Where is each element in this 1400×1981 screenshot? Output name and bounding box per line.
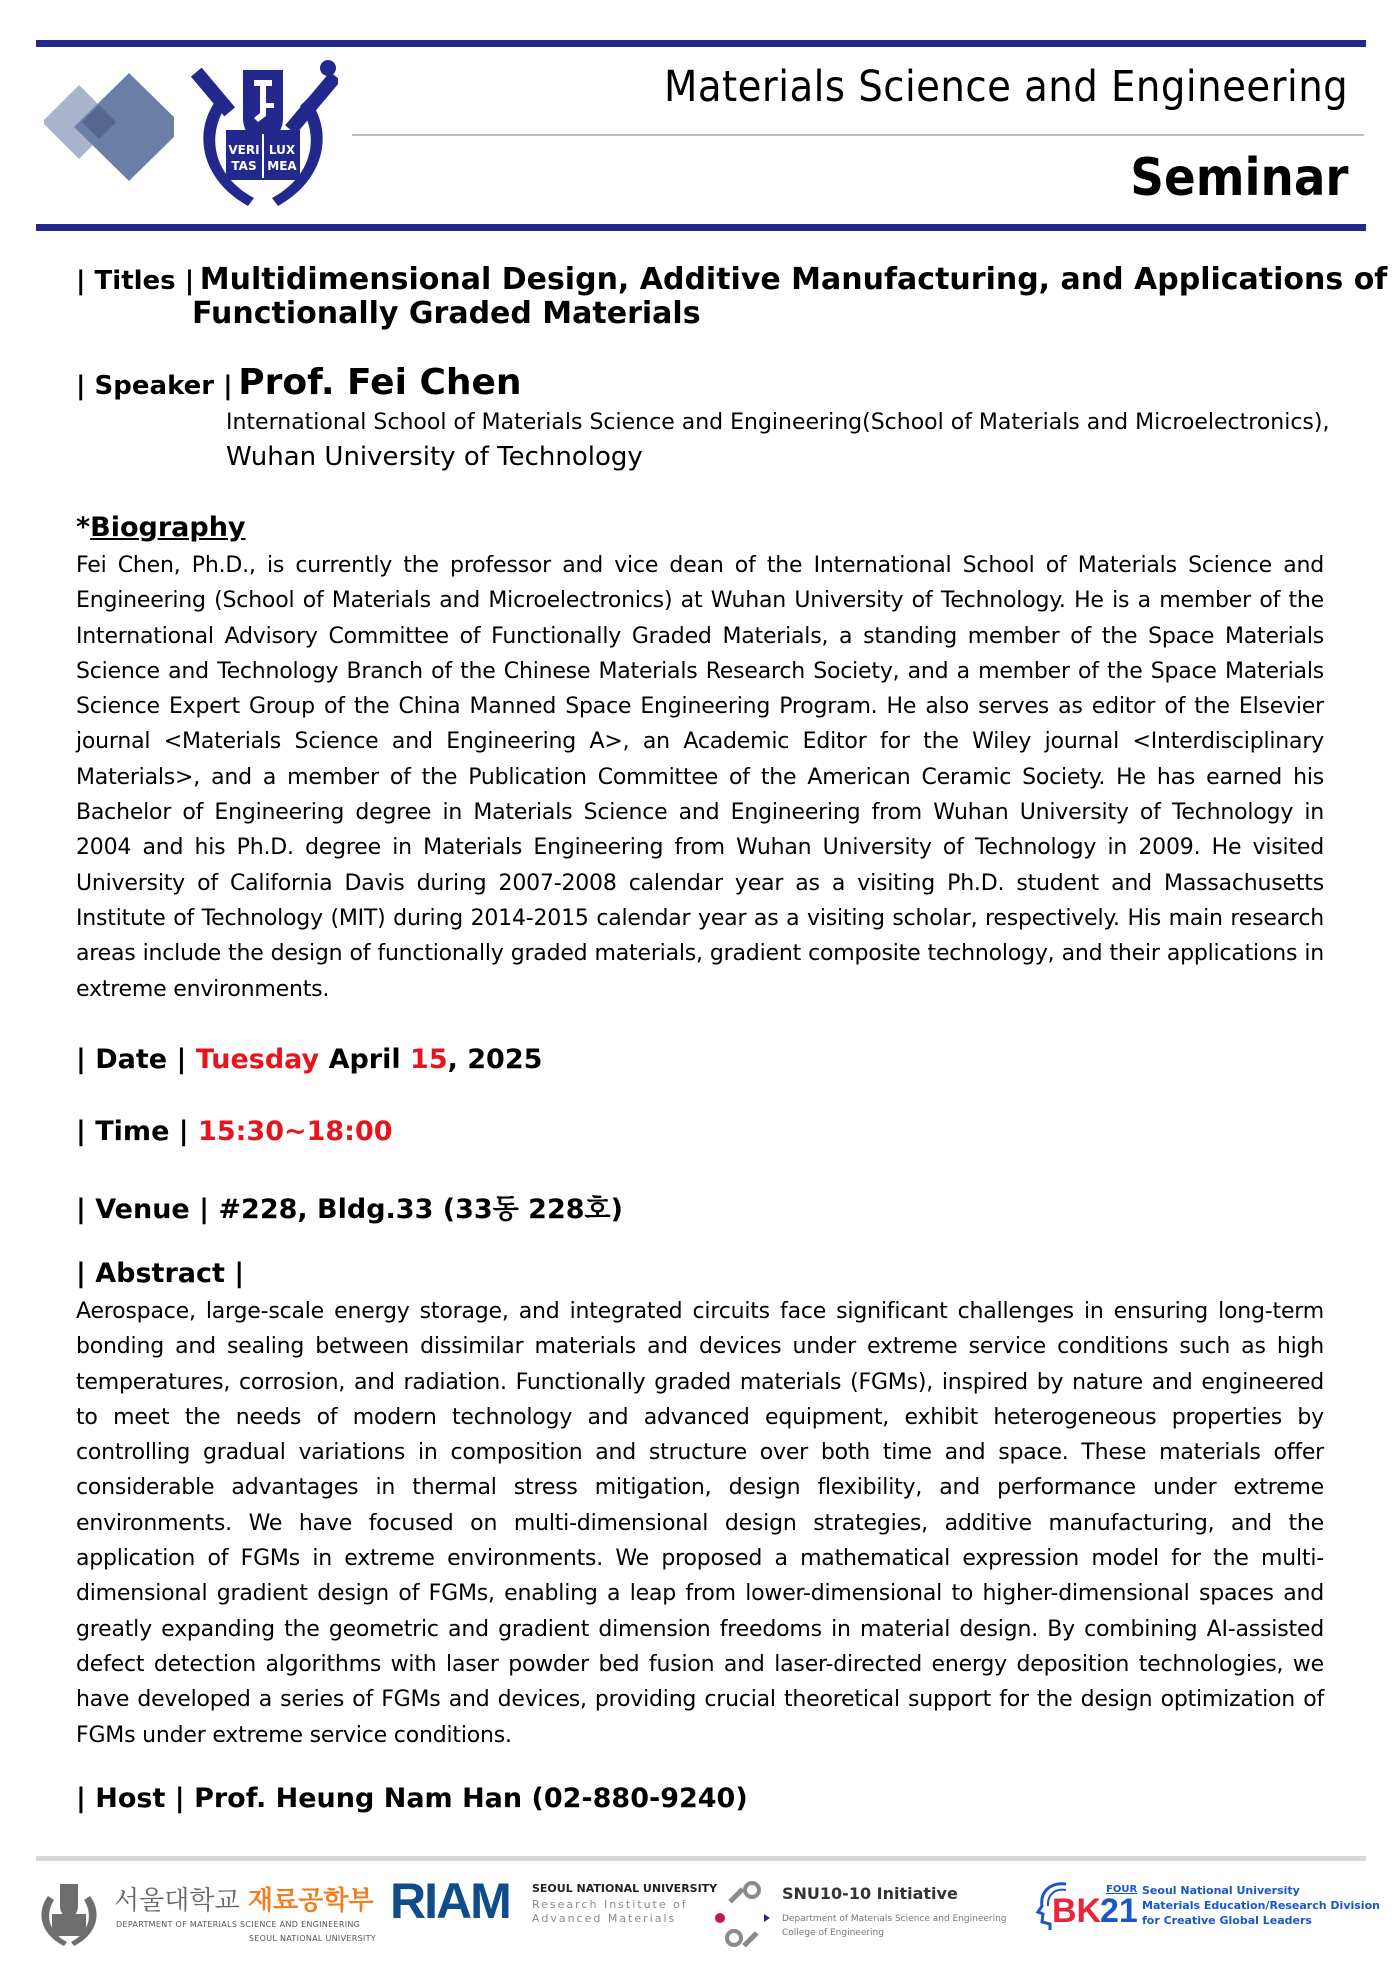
crest-text-lux: LUX [268,143,296,157]
titles-section [76,262,1387,297]
snu-crest-logo-icon [188,58,338,213]
decorative-diamonds-icon [44,65,174,185]
crest-text-veri: VERI [228,143,260,157]
riam-line2: Research Institute of [532,1898,688,1911]
speaker-section [76,362,522,403]
abstract-text: Aerospace, large-scale energy storage, and integrated circuits face significant challenges in ensuring long-term bonding and sealing between dissimilar materials and devices under extreme service conditions such as high temperatures, corrosion, and radiation. Functionally graded materials (FGMs), inspired by nature and engineered to meet the needs of modern technology and advanced equipment, exhibit heterogeneous properties by controlling gradual variations in composition and structure over both time and space. These materials offer considerable advantages in thermal stress mitigation, design flexibility, and performance under extreme environments. We have focused on multi-dimensional design strategies, additive manufacturing, and the application of FGMs in extreme environments. We proposed a mathematical expression model for the multi-dimensional gradient design of FGMs, enabling a leap from lower-dimensional to higher-dimensional spaces and greatly expanding the geometric and gradient dimension freedoms in material design. By combining AI-assisted defect detection algorithms with laser powder bed fusion and laser-directed energy deposition technologies, we have developed a series of FGMs and devices, providing crucial theoretical support for the design optimization of FGMs under extreme service conditions. [76,1299,1324,1748]
venue-row [76,1187,623,1226]
header-bottom-bar [36,224,1366,231]
bk21-line2: Materials Education/Research Division [1142,1899,1380,1912]
titles-label: | Titles | [76,266,195,296]
bk21-bk: BK [1052,1892,1102,1930]
date-row [76,1044,542,1075]
snu-korean-dept: 재료공학부 [247,1886,374,1916]
date-month: April [328,1044,401,1075]
crest-text-mea: MEA [267,159,297,173]
biography-heading [76,512,246,543]
snu-korean-name: 서울대학교 [114,1886,240,1916]
speaker-label: | Speaker | [76,371,233,401]
venue-value: #228, Bldg.33 (33동 228호) [218,1194,623,1225]
riam-line3: Advanced Materials [532,1912,677,1925]
biography-asterisk: * [76,512,91,543]
host-row [76,1783,748,1814]
time-value: 15:30~18:00 [198,1116,393,1147]
snu1010-line2: College of Engineering [782,1928,884,1938]
seminar-title-line1: Multidimensional Design, Additive Manufacturing, and Applications of [199,262,1388,297]
riam-logo [390,1873,718,1938]
bk21-logo [1036,1880,1380,1940]
time-label: | Time | [76,1116,189,1147]
header-top-bar [36,40,1366,47]
host-label: | Host | [76,1783,185,1814]
host-value: Prof. Heung Nam Han (02-880-9240) [194,1783,748,1814]
snu1010-line1: Department of Materials Science and Engineering [782,1914,1007,1924]
header-subtitle: Seminar [1129,148,1348,208]
crest-text-tas: TAS [231,159,257,173]
snu1010-title: SNU10-10 Initiative [782,1884,958,1903]
header-title: Materials Science and Engineering [663,62,1348,112]
snu-crest-gray-icon [36,1878,102,1950]
bk21-four: FOUR [1106,1884,1138,1895]
biography-heading-text: Biography [90,512,246,543]
bk21-num: 21 [1100,1892,1138,1930]
biography-text: Fei Chen, Ph.D., is currently the professor and vice dean of the International School of Materials Science and Engineering (School of Materials and Microelectronics) at Wuhan University of Technology. He is a member of the International Advisory Committee of Functionally Graded Materials, a standing member of the Space Materials Science and Technology Branch of the Chinese Materials Research Society, and a member of the Space Materials Science Expert Group of the China Manned Space Engineering Program. He also serves as editor of the Elsevier journal <Materials Science and Engineering A>, an Academic Editor for the Wiley journal <Interdisciplinary Materials>, and a member of the Publication Committee of the American Ceramic Society. He has earned his Bachelor of Engineering degree in Materials Science and Engineering from Wuhan University of Technology in 2004 and his Ph.D. degree in Materials Engineering from Wuhan University of Technology in 2009. He visited University of California Davis during 2007-2008 calendar year as a visiting Ph.D. student and Massachusetts Institute of Technology (MIT) during 2014-2015 calendar year as a visiting scholar, respectively. His main research areas include the design of functionally graded materials, gradient composite technology, and their applications in extreme environments. [76,553,1324,1002]
snu1010-symbol-icon [712,1878,772,1950]
speaker-affiliation-line1: International School of Materials Science and Engineering(School of Materials and Microelectronics), [226,410,1330,435]
date-weekday: Tuesday [195,1044,320,1075]
date-year: , 2025 [447,1044,543,1075]
date-label: | Date | [76,1044,187,1075]
snu1010-logo [712,1878,1032,1953]
abstract-heading: | Abstract | [76,1258,245,1289]
bk21-line1: Seoul National University [1142,1884,1300,1897]
time-row [76,1116,393,1147]
speaker-affiliation-line2: Wuhan University of Technology [226,442,643,472]
riam-acronym: RIAM [390,1873,510,1929]
footer-divider [36,1856,1366,1861]
bk21-line3: for Creative Global Leaders [1142,1914,1312,1927]
riam-line1: SEOUL NATIONAL UNIVERSITY [532,1882,718,1895]
date-day: 15 [410,1044,448,1075]
venue-label: | Venue | [76,1194,210,1225]
snu-english-line1: DEPARTMENT OF MATERIALS SCIENCE AND ENGINEERING [116,1920,361,1929]
seminar-title-line2: Functionally Graded Materials [192,296,701,331]
snu-mse-logo [36,1878,376,1958]
speaker-name: Prof. Fei Chen [238,362,522,403]
snu-english-line2: SEOUL NATIONAL UNIVERSITY [248,1934,376,1943]
header-divider [352,134,1364,136]
